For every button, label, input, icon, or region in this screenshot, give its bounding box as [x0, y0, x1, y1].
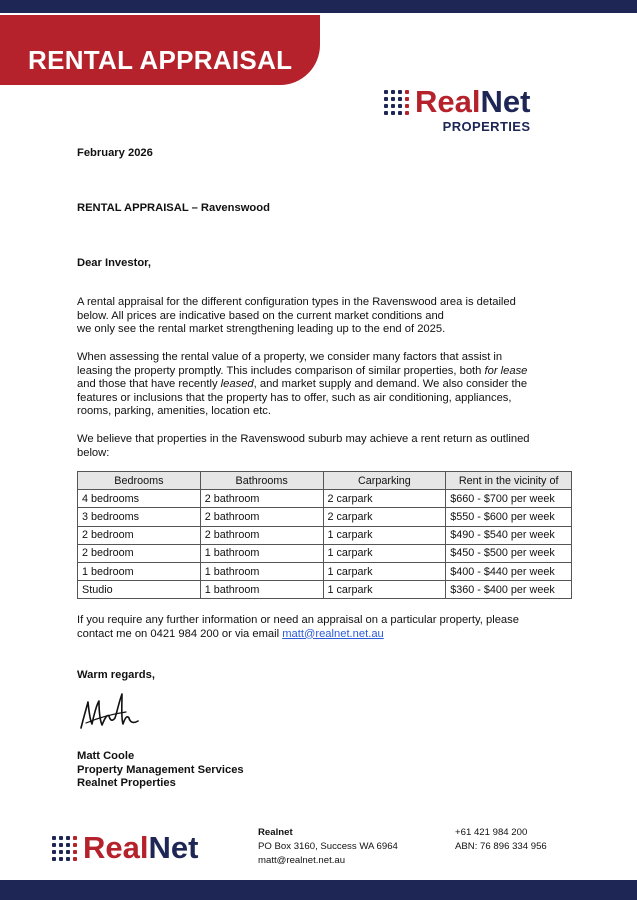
letter-subject: RENTAL APPRAISAL – Ravenswood: [77, 202, 270, 214]
letter-date: February 2026: [77, 147, 153, 159]
cell-carparking: 1 carpark: [323, 562, 446, 580]
bottom-bar: [0, 880, 637, 900]
logo-dots-icon: [384, 90, 409, 115]
cell-bathrooms: 2 bathroom: [200, 508, 323, 526]
table-row: [78, 544, 572, 562]
footer-realnet-logo: [52, 832, 198, 863]
signature: [78, 688, 148, 736]
salutation: Dear Investor,: [77, 257, 151, 269]
cell-carparking: 1 carpark: [323, 544, 446, 562]
cell-rent: $450 - $500 per week: [446, 544, 572, 562]
footer-phone: +61 421 984 200: [455, 827, 528, 838]
cell-rent: $550 - $600 per week: [446, 508, 572, 526]
top-bar: [0, 0, 637, 13]
rent-table: [77, 471, 572, 599]
cell-bathrooms: 2 bathroom: [200, 490, 323, 508]
realnet-logo: [384, 86, 530, 134]
cell-bathrooms: 2 bathroom: [200, 526, 323, 544]
outline-paragraph: We believe that properties in the Ravenswood suburb may achieve a rent return as outlined below:: [77, 433, 530, 459]
cell-carparking: 2 carpark: [323, 508, 446, 526]
footer-abn: ABN: 76 896 334 956: [455, 841, 547, 852]
logo-wordmark: RealNet: [415, 84, 531, 119]
footer-address: PO Box 3160, Success WA 6964: [258, 841, 398, 852]
header-bedrooms: Bedrooms: [78, 472, 201, 490]
header-bathrooms: Bathrooms: [200, 472, 323, 490]
footer-logo-wordmark: RealNet: [83, 830, 199, 865]
cell-bedrooms: 2 bedroom: [78, 526, 201, 544]
signer-block: [77, 750, 567, 791]
table-row: [78, 490, 572, 508]
signer-role: Property Management Services: [77, 763, 244, 776]
cell-bedrooms: 4 bedrooms: [78, 490, 201, 508]
cell-bedrooms: Studio: [78, 581, 201, 599]
cell-rent: $490 - $540 per week: [446, 526, 572, 544]
signer-company: Realnet Properties: [77, 777, 176, 790]
cell-carparking: 1 carpark: [323, 581, 446, 599]
cell-bedrooms: 1 bedroom: [78, 562, 201, 580]
email-link[interactable]: matt@realnet.net.au: [282, 627, 384, 640]
header-rent: Rent in the vicinity of: [446, 472, 572, 490]
cell-rent: $660 - $700 per week: [446, 490, 572, 508]
table-row: [78, 526, 572, 544]
footer-address-block: [258, 826, 398, 868]
banner-title: RENTAL APPRAISAL: [28, 45, 293, 75]
cell-bathrooms: 1 bathroom: [200, 562, 323, 580]
header-banner: [0, 15, 320, 85]
table-row: [78, 581, 572, 599]
header-carparking: Carparking: [323, 472, 446, 490]
table-row: [78, 508, 572, 526]
cell-carparking: 1 carpark: [323, 526, 446, 544]
footer-company: Realnet: [258, 827, 293, 838]
cell-bedrooms: 3 bedrooms: [78, 508, 201, 526]
cell-carparking: 2 carpark: [323, 490, 446, 508]
cell-bedrooms: 2 bedroom: [78, 544, 201, 562]
footer-logo-dots-icon: [52, 836, 77, 861]
signer-name: Matt Coole: [77, 750, 135, 762]
logo-subtitle: PROPERTIES: [442, 119, 531, 134]
assessment-paragraph: When assessing the rental value of a property, we consider many factors that assist in leasing the property promptly. This includes comparison of similar properties, both for lease and those that have recently leased, and market supply and demand. We also consider the features or inclusions that the property has to offer, such as air conditioning, appliances, rooms, parking, amenities, location etc.: [77, 351, 528, 418]
cell-rent: $360 - $400 per week: [446, 581, 572, 599]
footer-email[interactable]: matt@realnet.net.au: [258, 855, 346, 866]
intro-paragraph: A rental appraisal for the different configuration types in the Ravenswood area is detailed below. All prices are indicative based on the current market conditions and we only see the rental market strengthening leading up to the end of 2025.: [77, 296, 516, 336]
contact-paragraph: If you require any further information or need an appraisal on a particular property, please contact me on 0421 984 200 or via email matt@realnet.net.au: [77, 614, 519, 640]
table-header-row: [78, 472, 572, 490]
cell-bathrooms: 1 bathroom: [200, 544, 323, 562]
closing: Warm regards,: [77, 669, 155, 681]
cell-bathrooms: 1 bathroom: [200, 581, 323, 599]
table-row: [78, 562, 572, 580]
footer-contact-block: [455, 826, 547, 854]
cell-rent: $400 - $440 per week: [446, 562, 572, 580]
